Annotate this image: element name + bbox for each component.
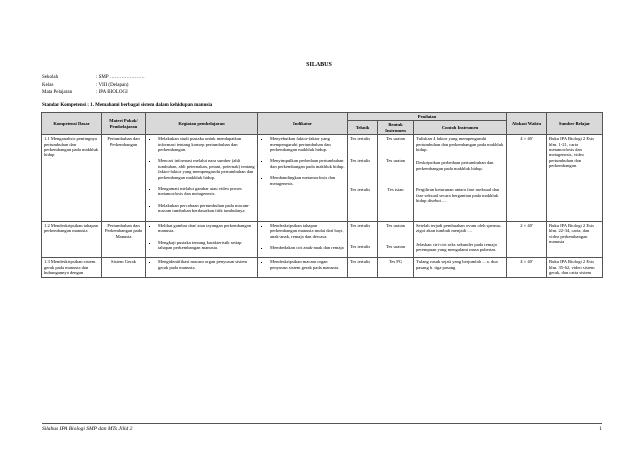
- cell-kegiatan: [146, 135, 258, 221]
- cell-kegiatan: [146, 221, 258, 258]
- header-teknik: Teknik: [348, 121, 378, 135]
- bentuk-value: Tes uraian: [386, 136, 405, 142]
- teknik-value: Tes tertulis: [350, 157, 371, 163]
- cell-materi: Pertumbuhan dan Perkembangan: [102, 135, 146, 221]
- contoh-value: Deskripsikan perbedaan pertumbuhan dan perkembangan pada makhluk hidup.: [416, 160, 494, 171]
- table-row: [42, 135, 603, 221]
- teknik-value: Tes tertulis: [350, 136, 371, 142]
- cell-alokasi: 4 × 40': [507, 258, 547, 278]
- cell-alokasi: 4 × 40': [507, 135, 547, 221]
- teknik-value: Tes tertulis: [350, 244, 371, 250]
- bentuk-value: Tes isian: [387, 187, 404, 193]
- syllabus-table: [41, 112, 603, 278]
- list-item: ▪ Mengidentifikasi macam organ penyusun sistem gerak pada manusia.: [158, 259, 255, 270]
- list-item: ▪ Melakukan percobaan pertumbuhan pada macam-macam tumbuhan berdasarkan titik tumbuhnya: [158, 203, 255, 214]
- cell-bentuk: [378, 135, 414, 221]
- header-penilaian: Penilaian: [348, 113, 507, 121]
- table-row: [42, 221, 603, 258]
- cell-sumber: Buku IPA Biologi 2 Esis hlm. 22-34, carta, dan video perkembangan manusia: [547, 221, 603, 258]
- list-item: ▪ Melakukan studi pustaka untuk mendapatkan informasi tentang konsep pertumbuhan dan perkembangan.: [158, 136, 255, 152]
- header-indikator: Indikator: [258, 113, 348, 135]
- list-item: ▪ Menyimpulkan perbedaan pertumbuhan dan perkembangan pada makhluk hidup.: [270, 158, 345, 169]
- contoh-value: Setelah terjadi pembuahan ovum oleh sperma, zigot akan tumbuh menjadi ....: [416, 222, 501, 234]
- meta-row: [42, 89, 145, 97]
- header-materi: Materi Pokok/ Pembelajaran: [102, 113, 146, 135]
- contoh-value: Pergiliran keturunan antara fase aseksual dan fase seksual secara bergantian pada makhluk hidup disebut ....: [416, 187, 499, 204]
- cell-contoh: [414, 135, 507, 221]
- list-item: ▪ Membedakan ciri anak-anak dan remaja: [270, 245, 345, 250]
- cell-bentuk: Tes PG: [378, 258, 414, 278]
- meta-key: Mata Pelajaran: [42, 90, 73, 95]
- meta-value: : VIII (Delapan): [96, 82, 129, 88]
- cell-alokasi: 2 × 40': [507, 221, 547, 258]
- meta-row: [42, 74, 145, 82]
- contoh-value: Tuliskan 4 faktor yang mempengaruhi pertumbuhan dan perkembangan pada makhluk hidup.: [416, 136, 504, 153]
- cell-teknik: [348, 135, 378, 221]
- list-item: ▪ Mengamati melalui gambar atau video proses metamorfosis dan metagenesis.: [158, 186, 255, 197]
- meta-key: Kelas: [42, 82, 54, 88]
- bentuk-value: Tes uraian: [386, 157, 405, 163]
- cell-teknik: [348, 221, 378, 258]
- cell-kd: 1.2 Mendeskripsikan tahapan perkembangan manusia: [42, 221, 102, 258]
- standar-kompetensi: Standar Kompetensi : 1. Memahami berbagai sistem dalam kehidupan manusia: [42, 103, 213, 108]
- list-item: ▪ Menyebutkan faktor-faktor yang mempengaruhi pertumbuhan dan perkembangan makhluk hidup.: [270, 136, 345, 152]
- cell-contoh: [414, 221, 507, 258]
- meta-key: Sekolah: [42, 75, 59, 80]
- bentuk-value: Tes uraian: [386, 244, 405, 250]
- cell-indikator: [258, 258, 348, 278]
- header-bentuk: Bentuk Instrumen: [378, 121, 414, 135]
- contoh-value: Jelaskan ciri-ciri seks sekunder pada remaja perempuan yang mengalami masa pubertas.: [416, 241, 497, 252]
- list-item: ▪ Mengkaji pustaka tentang karakteristik setiap tahapan perkembangan manusia.: [158, 240, 255, 251]
- meta-value: : IPA BIOLOGI: [96, 90, 128, 95]
- cell-sumber: Buku IPA Biologi 2 Esis hlm. 35-62, video sistem gerak, dan carta sistem: [547, 258, 603, 278]
- list-item: ▪ Mendeskripsikan macam organ penyusun sistem gerak pada manusia.: [270, 259, 345, 270]
- list-item: ▪ Membandingkan metamorfosis dan metagenesis.: [270, 175, 345, 186]
- cell-indikator: [258, 135, 348, 221]
- header-sumber: Sumber Belajar: [547, 113, 603, 135]
- cell-contoh: Tulang rusuk sejati yang berjumlah ... a. dua pasang b. tiga pasang: [414, 258, 507, 278]
- cell-materi: Pertumbuhan dan Perkembangan pada Manusia: [102, 221, 146, 258]
- meta-row: [42, 82, 145, 90]
- cell-kegiatan: [146, 258, 258, 278]
- cell-bentuk: [378, 221, 414, 258]
- cell-teknik: Tes tertulis: [348, 258, 378, 278]
- teknik-value: Tes tertulis: [350, 187, 371, 193]
- cell-kd: 1.3 Mendeskripsikan sistem gerak pada manusia dan hubungannya dengan: [42, 258, 102, 278]
- meta-block: [42, 74, 145, 97]
- meta-value: : SMP …………………: [96, 75, 145, 80]
- footer-title: Silabus IPA Biologi SMP dan MTs Jilid 2: [42, 426, 133, 432]
- header-alokasi: Alokasi Waktu: [507, 113, 547, 135]
- document-title: SILABUS: [306, 62, 332, 68]
- cell-materi: Sistem Gerak: [102, 258, 146, 278]
- list-item: ▪ Mendeskripsikan tahapan perkembangan manusia mulai dari bayi, anak-anak, remaja dan dewasa.: [270, 223, 345, 239]
- cell-sumber: Buku IPA Biologi 2 Esis hlm. 1-21, carta metamorfosis dan metagenesis, video pertumbuhan dan perkembangan.: [547, 135, 603, 221]
- header-contoh: Contoh Instrumen: [414, 121, 507, 135]
- page-footer: [42, 423, 602, 432]
- teknik-value: Tes tertulis: [350, 222, 371, 228]
- table-row: [42, 258, 603, 278]
- cell-indikator: [258, 221, 348, 258]
- list-item: ▪ Melihat gambar dan/ atau tayangan perkembangan manusia.: [158, 223, 255, 234]
- bentuk-value: Tes uraian: [386, 222, 405, 228]
- header-kd: Kompetensi Dasar: [42, 113, 102, 135]
- list-item: ▪ Mencari informasi melalui nara sumber (ahli tumbuhan, ahli peternakan, petani, peternak) tentang faktor-faktor yang mempengaruhi pertumbuhan dan perkembangan makhluk hidup.: [158, 158, 255, 180]
- header-kegiatan: Kegiatan pembelajaran: [146, 113, 258, 135]
- cell-kd: 1.1 Menganalisis pentingnya pertumbuhan dan perkembangan pada makhluk hidup: [42, 135, 102, 221]
- page-number: 1: [599, 426, 602, 432]
